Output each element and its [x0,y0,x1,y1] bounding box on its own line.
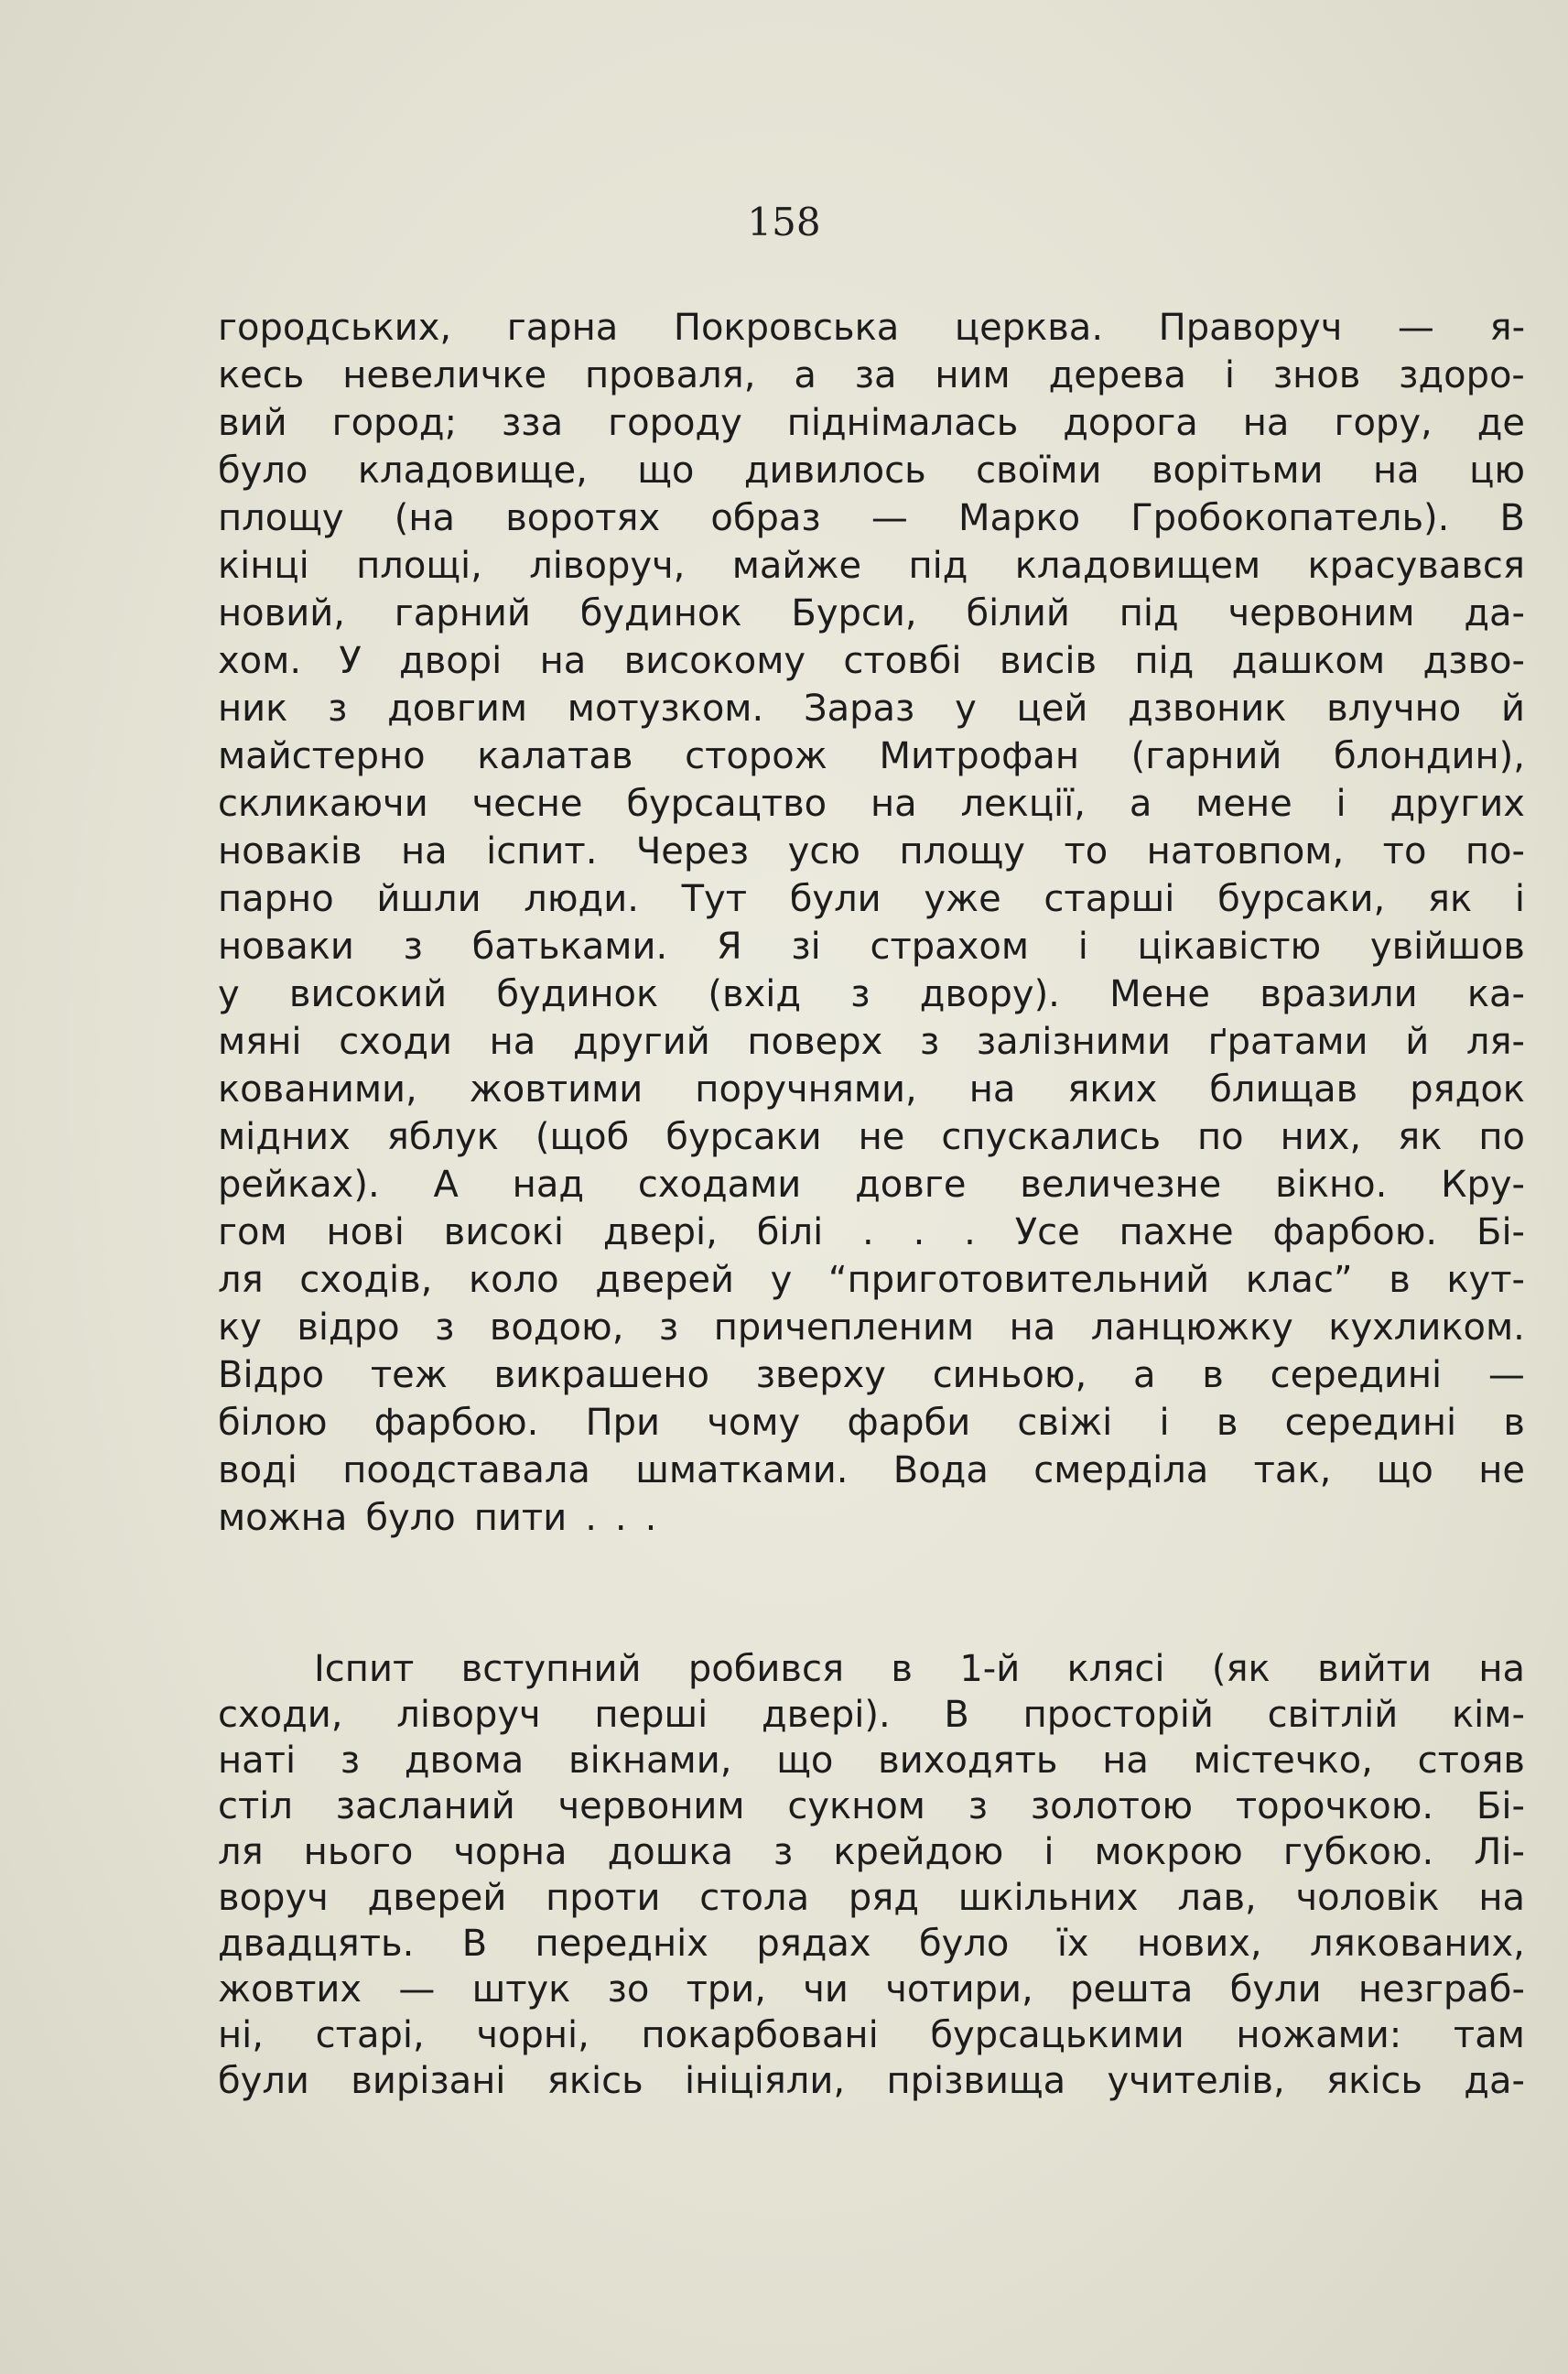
text-line: воруч дверей проти стола ряд шкільних лав, чоловік на [218,1877,1525,1919]
text-line: у високий будинок (вхід з двору). Мене вразили ка- [218,973,1525,1015]
text-line: кованими, жовтими поручнями, на яких блищав рядок [218,1068,1525,1111]
text-line: ля сходів, коло дверей у “приготовительний клас” в кут- [218,1259,1525,1301]
text-line: ник з довгим мотузком. Зараз у цей дзвоник влучно й [218,688,1525,730]
text-line: кесь невеличке проваля, а за ним дерева і знов здоро- [218,354,1525,396]
text-line: новаків на іспит. Через усю площу то натовпом, то по- [218,830,1525,873]
text-line: мідних яблук (щоб бурсаки не спускались по них, як по [218,1116,1525,1158]
text-line: скликаючи чесне бурсацтво на лекції, а мене і других [218,783,1525,825]
text-line: парно йшли люди. Тут були уже старші бурсаки, як і [218,878,1525,920]
paragraph-1 [218,304,1525,1542]
text-line: хом. У дворі на високому стовбі висів під дашком дзво- [218,640,1525,682]
text-line: площу (на воротях образ — Марко Гробокопатель). В [218,497,1525,539]
text-line: сходи, ліворуч перші двері). В просторій світлій кім- [218,1694,1525,1736]
text-line: стіл засланий червоним сукном з золотою торочкою. Бі- [218,1785,1525,1827]
text-line: Іспит вступний робився в 1-й клясі (як вийти на [314,1648,1525,1690]
text-line: жовтих — штук зо три, чи чотири, решта були незграб- [218,1968,1525,2011]
text-line: кінці площі, ліворуч, майже під кладовищем красувався [218,545,1525,587]
text-line: можна було пити . . . [218,1497,657,1539]
text-line: були вирізані якісь ініціяли, прізвища учителів, якісь да- [218,2060,1525,2102]
text-line: Відро теж викрашено зверху синьою, а в середині — [218,1354,1525,1396]
text-line: двадцять. В передніх рядах було їх нових, лякованих, [218,1923,1525,1965]
text-line: було кладовище, що дивилось своїми ворітьми на цю [218,450,1525,492]
text-line: новаки з батьками. Я зі страхом і цікавістю увійшов [218,926,1525,968]
text-line: мяні сходи на другий поверх з залізними ґратами й ля- [218,1021,1525,1063]
page-number: 158 [747,200,821,244]
text-line: гом нові високі двері, білі . . . Усе пахне фарбою. Бі- [218,1211,1525,1253]
text-line: білою фарбою. При чому фарби свіжі і в середині в [218,1402,1525,1444]
text-line: майстерно калатав сторож Митрофан (гарний блондин), [218,735,1525,777]
text-line: воді поодставала шматками. Вода смерділа так, що не [218,1449,1525,1491]
text-line: рейках). А над сходами довге величезне вікно. Кру- [218,1164,1525,1206]
text-line: новий, гарний будинок Бурси, білий під червоним да- [218,592,1525,634]
paragraph-2 [218,1646,1525,2104]
text-line: ку відро з водою, з причепленим на ланцюжку кухликом. [218,1306,1525,1349]
text-line: городських, гарна Покровська церква. Праворуч — я- [218,307,1525,349]
text-line: ля нього чорна дошка з крейдою і мокрою губкою. Лі- [218,1831,1525,1873]
text-line: ні, старі, чорні, покарбовані бурсацькими ножами: там [218,2014,1525,2056]
text-line: вий город; зза городу піднімалась дорога на гору, де [218,402,1525,444]
text-line: наті з двома вікнами, що виходять на містечко, стояв [218,1740,1525,1782]
